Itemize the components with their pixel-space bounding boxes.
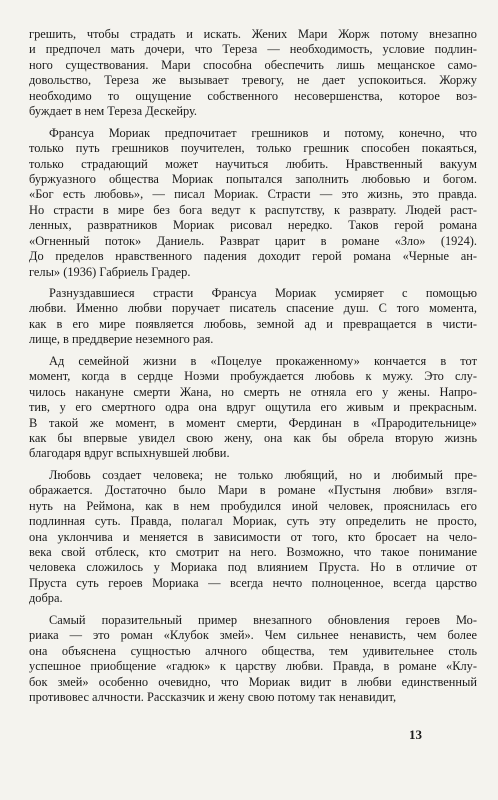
text-line: ленных, развратников Мориак рисовал нередко. Таков герой романа: [29, 218, 477, 233]
text-line: она объяснена сущностью алчного общества, тем удивительнее столь: [29, 643, 477, 658]
text-line: необходимо то ощущение собственного несовершенства, которое воз-: [29, 88, 477, 103]
text-line: Но страсти в мире без бога ведут к распутству, к разврату. Людей раст-: [29, 202, 477, 217]
text-line: Любовь создает человека; не только любящий, но и любимый пре-: [49, 467, 477, 482]
text-line: До пределов нравственного падения доходит герой романа «Черные ан-: [29, 249, 477, 264]
paragraph: [29, 126, 477, 280]
text-line: века свой отблеск, кто смотрит на него. Возможно, что такое понимание: [29, 545, 477, 559]
text-line: благодаря вдруг вспыхнувшей любви.: [29, 446, 230, 461]
text-line: только страдающий может научиться любить. Нравственный вакуум: [29, 156, 477, 171]
text-line: добра.: [29, 591, 63, 606]
page-number: 13: [409, 727, 422, 742]
text-line: она уклончива и меняется в зависимости от того, кто бросает на чело-: [29, 529, 477, 544]
paragraph: [29, 27, 477, 120]
text-line: «Огненный поток» Даниель. Разврат царит в романе «Зло» (1924).: [29, 233, 477, 248]
text-line: и предпочел мать дочери, что Тереза — необходимость, условие подлин-: [29, 42, 477, 57]
text-line: противовес алчности. Рассказчик и жену свою потому так ненавидит,: [29, 689, 397, 704]
text-line: только путь грешников поучителен, только грешник способен покаяться,: [29, 141, 477, 156]
text-line: Франсуа Мориак предпочитает грешников и потому, конечно, что: [49, 125, 477, 140]
text-line: буждает в нем Тереза Дескейру.: [29, 104, 198, 119]
text-line: риака — это роман «Клубок змей». Чем сильнее ненависть, чем более: [29, 628, 477, 643]
text-line: В такой же момент, в момент смерти, Фердинан в «Прародительнице»: [29, 415, 477, 430]
text-line: как в его мире появляется любовь, земной ад и превращается в чисти-: [29, 316, 477, 331]
text-line: подлинная суть. Правда, полагал Мориак, суть эту определить не просто,: [29, 514, 477, 529]
paragraph: [29, 468, 477, 607]
text-line: ного существования. Мари способна обеспечить лишь мещанское само-: [29, 57, 477, 72]
text-line: момент, когда в сердце Ноэми пробуждается любовь к мужу. Это слу-: [29, 369, 477, 384]
text-line: довольство, Тереза же вызывает тревогу, не дает успокоиться. Жоржу: [29, 73, 477, 88]
text-line: бок змей» особенно очевидно, что Мориак видит в любви единственный: [29, 674, 477, 689]
text-line: тив, у его смертного одра она вдруг ощутила его живым и прекрасным.: [29, 400, 477, 415]
paragraph: [29, 613, 477, 706]
text-line: грешить, чтобы страдать и искать. Жених Мари Жорж потому внезапно: [29, 27, 477, 41]
text-line: ображается. Достаточно было Мари в романе «Пустыня любви» взгля-: [29, 483, 477, 498]
paragraph: [29, 286, 477, 348]
text-line: Пруста суть героев Мориака — всегда нечто полноценное, всегда царство: [29, 575, 477, 590]
text-line: Самый поразительный пример внезапного обновления героев Мо-: [49, 612, 477, 627]
text-line: лище, в преддверие неземного рая.: [29, 332, 214, 347]
text-line: человека сложилось у Мориака под влиянием Пруста. Но в отличие от: [29, 560, 477, 575]
page-body: [29, 27, 477, 705]
text-line: буржуазного общества Мориак попытался заполнить любовью и богом.: [29, 171, 477, 186]
text-line: Разнуздавшиеся страсти Франсуа Мориак усмиряет с помощью: [49, 286, 477, 300]
text-line: любви. Именно любви поручает писатель спасение душ. С того момента,: [29, 301, 477, 316]
text-line: Ад семейной жизни в «Поцелуе прокаженному» кончается в тот: [49, 353, 477, 368]
text-line: успешное приобщение «гадюк» к царству любви. Правда, в романе «Клу-: [29, 659, 477, 674]
paragraph: [29, 354, 477, 462]
text-line: как бы впервые увидел свою жену, она как бы обрела вторую жизнь: [29, 430, 477, 445]
text-line: «Бог есть любовь», — писал Мориак. Страсти — это жизнь, это правда.: [29, 187, 477, 202]
text-line: нуть на Реймона, как в нем пробудился иной человек, прояснилась его: [29, 498, 477, 513]
text-line: гелы» (1936) Габриель Градер.: [29, 264, 191, 279]
text-line: чилось накануне смерти Жана, но смерть не отняла его у жены. Напро-: [29, 384, 477, 399]
